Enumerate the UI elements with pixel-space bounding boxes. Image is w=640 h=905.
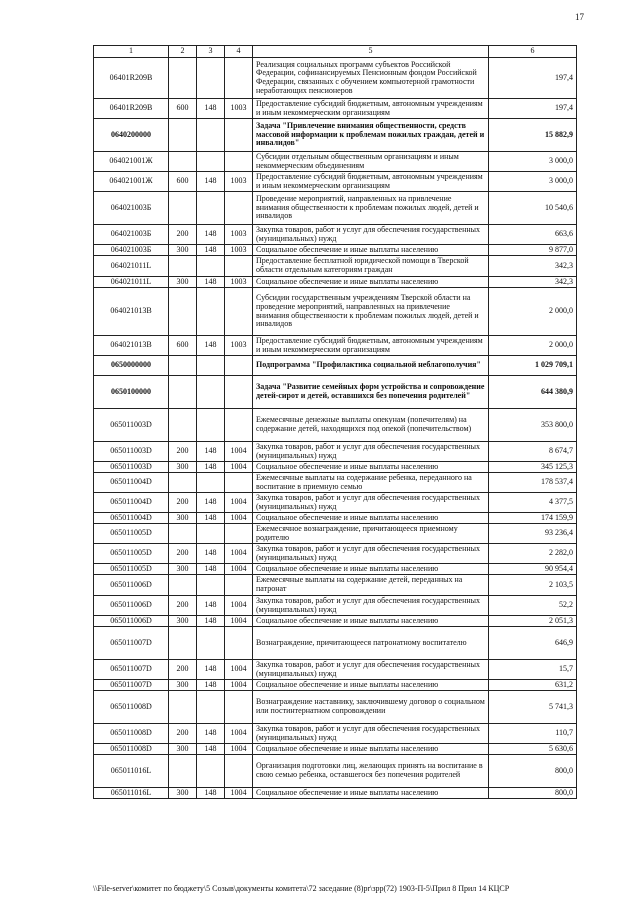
table-row	[94, 192, 577, 225]
vr-code-cell	[169, 192, 197, 225]
ved-code-cell: 148	[197, 513, 225, 524]
kcsr-code-cell: 064021013В	[94, 336, 169, 356]
section-code-cell: 1003	[225, 99, 253, 119]
description-cell: Закупка товаров, работ и услуг для обеспечения государственных (муниципальных) нужд	[253, 596, 489, 616]
amount-cell: 342,3	[489, 256, 577, 277]
table-row	[94, 277, 577, 288]
table-row	[94, 513, 577, 524]
section-code-cell: 1004	[225, 462, 253, 473]
kcsr-code-cell: 065011003D	[94, 462, 169, 473]
description-cell: Подпрограмма "Профилактика социальной неблагополучия"	[253, 356, 489, 376]
ved-code-cell: 148	[197, 277, 225, 288]
budget-table	[93, 45, 577, 799]
table-row	[94, 245, 577, 256]
vr-code-cell: 300	[169, 564, 197, 575]
ved-code-cell	[197, 755, 225, 788]
table-row	[94, 225, 577, 245]
table-row	[94, 473, 577, 493]
description-cell: Предоставление субсидий бюджетным, автономным учреждениям и иным некоммерческим организациям	[253, 99, 489, 119]
vr-code-cell: 200	[169, 493, 197, 513]
table-row	[94, 172, 577, 192]
table-row	[94, 544, 577, 564]
vr-code-cell: 600	[169, 336, 197, 356]
page-number: 17	[575, 12, 584, 22]
table-row	[94, 788, 577, 799]
vr-code-cell: 300	[169, 277, 197, 288]
table-row	[94, 596, 577, 616]
ved-code-cell	[197, 256, 225, 277]
section-code-cell: 1004	[225, 660, 253, 680]
kcsr-code-cell: 065011003D	[94, 442, 169, 462]
ved-code-cell	[197, 356, 225, 376]
ved-code-cell: 148	[197, 660, 225, 680]
kcsr-code-cell: 064021011L	[94, 256, 169, 277]
amount-cell: 4 377,5	[489, 493, 577, 513]
vr-code-cell: 300	[169, 462, 197, 473]
section-code-cell	[225, 376, 253, 409]
description-cell: Закупка товаров, работ и услуг для обеспечения государственных (муниципальных) нужд	[253, 724, 489, 744]
description-cell: Вознаграждение, причитающееся патронатному воспитателю	[253, 627, 489, 660]
section-code-cell	[225, 192, 253, 225]
table-row	[94, 691, 577, 724]
description-cell: Ежемесячное вознаграждение, причитающееся приемному родителю	[253, 524, 489, 544]
amount-cell: 110,7	[489, 724, 577, 744]
description-cell: Вознаграждение наставнику, заключившему договор о социальном или постинтернатном сопровождении	[253, 691, 489, 724]
vr-code-cell	[169, 691, 197, 724]
ved-code-cell: 148	[197, 336, 225, 356]
amount-cell: 15,7	[489, 660, 577, 680]
table-row	[94, 680, 577, 691]
vr-code-cell	[169, 524, 197, 544]
ved-code-cell: 148	[197, 596, 225, 616]
table-row	[94, 755, 577, 788]
table-row	[94, 409, 577, 442]
kcsr-code-cell: 065011004D	[94, 493, 169, 513]
amount-cell: 644 380,9	[489, 376, 577, 409]
table-row	[94, 356, 577, 376]
kcsr-code-cell: 065011005D	[94, 544, 169, 564]
kcsr-code-cell: 065011006D	[94, 596, 169, 616]
vr-code-cell	[169, 575, 197, 596]
ved-code-cell: 148	[197, 616, 225, 627]
amount-cell: 174 159,9	[489, 513, 577, 524]
kcsr-code-cell: 065011008D	[94, 691, 169, 724]
amount-cell: 2 282,0	[489, 544, 577, 564]
description-cell: Закупка товаров, работ и услуг для обеспечения государственных (муниципальных) нужд	[253, 660, 489, 680]
ved-code-cell	[197, 58, 225, 99]
amount-cell: 342,3	[489, 277, 577, 288]
amount-cell: 52,2	[489, 596, 577, 616]
kcsr-code-cell: 065011005D	[94, 524, 169, 544]
kcsr-code-cell: 065011016L	[94, 788, 169, 799]
section-code-cell	[225, 152, 253, 172]
kcsr-code-cell: 064021003Б	[94, 192, 169, 225]
section-code-cell	[225, 409, 253, 442]
description-cell: Задача "Привлечение внимания общественности, средств массовой информации к проблемам пожилых граждан, детей и инвалидов"	[253, 119, 489, 152]
table-row	[94, 119, 577, 152]
table-row	[94, 564, 577, 575]
description-cell: Предоставление субсидий бюджетным, автономным учреждениям и иным некоммерческим организациям	[253, 336, 489, 356]
file-path-footer: \\File-server\комитет по бюджету\5 Созыв\документы комитета\72 заседание (8)pr\зрр(72) 1903-П-5\Прил 8 Прил 14 КЦСР	[93, 884, 510, 893]
section-code-cell: 1004	[225, 493, 253, 513]
amount-cell: 10 540,6	[489, 192, 577, 225]
vr-code-cell	[169, 288, 197, 336]
amount-cell: 197,4	[489, 99, 577, 119]
section-code-cell	[225, 575, 253, 596]
vr-code-cell: 600	[169, 99, 197, 119]
section-code-cell: 1004	[225, 616, 253, 627]
vr-code-cell	[169, 473, 197, 493]
kcsr-code-cell: 065011004D	[94, 513, 169, 524]
ved-code-cell: 148	[197, 788, 225, 799]
amount-cell: 8 674,7	[489, 442, 577, 462]
ved-code-cell: 148	[197, 462, 225, 473]
section-code-cell	[225, 119, 253, 152]
column-header: 5	[253, 46, 489, 58]
section-code-cell: 1004	[225, 513, 253, 524]
table-row	[94, 660, 577, 680]
kcsr-code-cell: 064021001Ж	[94, 172, 169, 192]
vr-code-cell	[169, 376, 197, 409]
ved-code-cell: 148	[197, 493, 225, 513]
amount-cell: 2 103,5	[489, 575, 577, 596]
table-row	[94, 152, 577, 172]
ved-code-cell	[197, 409, 225, 442]
vr-code-cell	[169, 119, 197, 152]
vr-code-cell	[169, 356, 197, 376]
kcsr-code-cell: 06401R209B	[94, 58, 169, 99]
description-cell: Закупка товаров, работ и услуг для обеспечения государственных (муниципальных) нужд	[253, 225, 489, 245]
section-code-cell: 1003	[225, 172, 253, 192]
vr-code-cell: 200	[169, 442, 197, 462]
section-code-cell	[225, 356, 253, 376]
vr-code-cell	[169, 152, 197, 172]
section-code-cell	[225, 627, 253, 660]
vr-code-cell: 300	[169, 616, 197, 627]
kcsr-code-cell: 065011016L	[94, 755, 169, 788]
kcsr-code-cell: 065011007D	[94, 627, 169, 660]
section-code-cell	[225, 58, 253, 99]
kcsr-code-cell: 064021011L	[94, 277, 169, 288]
vr-code-cell	[169, 755, 197, 788]
description-cell: Социальное обеспечение и иные выплаты населению	[253, 744, 489, 755]
amount-cell: 345 125,3	[489, 462, 577, 473]
vr-code-cell: 200	[169, 544, 197, 564]
amount-cell: 5 741,3	[489, 691, 577, 724]
section-code-cell: 1004	[225, 564, 253, 575]
amount-cell: 663,6	[489, 225, 577, 245]
vr-code-cell	[169, 627, 197, 660]
amount-cell: 3 000,0	[489, 172, 577, 192]
table-row	[94, 376, 577, 409]
vr-code-cell: 200	[169, 724, 197, 744]
ved-code-cell: 148	[197, 172, 225, 192]
ved-code-cell	[197, 288, 225, 336]
table-row	[94, 442, 577, 462]
ved-code-cell: 148	[197, 99, 225, 119]
vr-code-cell	[169, 58, 197, 99]
ved-code-cell: 148	[197, 744, 225, 755]
table-row	[94, 744, 577, 755]
kcsr-code-cell: 064021001Ж	[94, 152, 169, 172]
column-header: 6	[489, 46, 577, 58]
section-code-cell: 1004	[225, 788, 253, 799]
section-code-cell	[225, 288, 253, 336]
ved-code-cell	[197, 376, 225, 409]
ved-code-cell	[197, 192, 225, 225]
vr-code-cell: 300	[169, 744, 197, 755]
amount-cell: 1 029 709,1	[489, 356, 577, 376]
section-code-cell: 1003	[225, 277, 253, 288]
vr-code-cell: 300	[169, 513, 197, 524]
description-cell: Закупка товаров, работ и услуг для обеспечения государственных (муниципальных) нужд	[253, 493, 489, 513]
kcsr-code-cell: 064021013В	[94, 288, 169, 336]
description-cell: Социальное обеспечение и иные выплаты населению	[253, 245, 489, 256]
section-code-cell	[225, 691, 253, 724]
amount-cell: 631,2	[489, 680, 577, 691]
ved-code-cell	[197, 152, 225, 172]
amount-cell: 800,0	[489, 788, 577, 799]
table-row	[94, 724, 577, 744]
amount-cell: 2 000,0	[489, 336, 577, 356]
amount-cell: 800,0	[489, 755, 577, 788]
kcsr-code-cell: 0650000000	[94, 356, 169, 376]
ved-code-cell	[197, 575, 225, 596]
amount-cell: 3 000,0	[489, 152, 577, 172]
vr-code-cell: 300	[169, 680, 197, 691]
ved-code-cell	[197, 524, 225, 544]
amount-cell: 90 954,4	[489, 564, 577, 575]
amount-cell: 2 051,3	[489, 616, 577, 627]
amount-cell: 9 877,0	[489, 245, 577, 256]
amount-cell: 197,4	[489, 58, 577, 99]
kcsr-code-cell: 065011007D	[94, 680, 169, 691]
section-code-cell: 1004	[225, 596, 253, 616]
kcsr-code-cell: 065011006D	[94, 575, 169, 596]
table-row	[94, 493, 577, 513]
description-cell: Социальное обеспечение и иные выплаты населению	[253, 788, 489, 799]
ved-code-cell	[197, 119, 225, 152]
kcsr-code-cell: 065011007D	[94, 660, 169, 680]
table-row	[94, 99, 577, 119]
amount-cell: 93 236,4	[489, 524, 577, 544]
ved-code-cell	[197, 691, 225, 724]
section-code-cell: 1004	[225, 544, 253, 564]
table-header-row	[94, 46, 577, 58]
kcsr-code-cell: 065011008D	[94, 744, 169, 755]
column-header: 4	[225, 46, 253, 58]
kcsr-code-cell: 064021003Б	[94, 245, 169, 256]
description-cell: Социальное обеспечение и иные выплаты населению	[253, 680, 489, 691]
section-code-cell	[225, 256, 253, 277]
table-row	[94, 336, 577, 356]
kcsr-code-cell: 065011005D	[94, 564, 169, 575]
description-cell: Ежемесячные выплаты на содержание ребенка, переданного на воспитание в приемную семью	[253, 473, 489, 493]
column-header: 3	[197, 46, 225, 58]
description-cell: Социальное обеспечение и иные выплаты населению	[253, 462, 489, 473]
table-row	[94, 627, 577, 660]
table-row	[94, 616, 577, 627]
description-cell: Реализация социальных программ субъектов Российской Федерации, софинансируемых Пенсионным фондом Российской Федерации, связанных с обучением компьютерной грамотности неработающих пенсионеров	[253, 58, 489, 99]
ved-code-cell: 148	[197, 245, 225, 256]
table-row	[94, 575, 577, 596]
amount-cell: 2 000,0	[489, 288, 577, 336]
vr-code-cell: 300	[169, 788, 197, 799]
description-cell: Организация подготовки лиц, желающих принять на воспитание в свою семью ребенка, оставшегося без попечения родителей	[253, 755, 489, 788]
column-header: 1	[94, 46, 169, 58]
table-row	[94, 524, 577, 544]
section-code-cell	[225, 524, 253, 544]
section-code-cell: 1004	[225, 744, 253, 755]
ved-code-cell: 148	[197, 724, 225, 744]
section-code-cell: 1003	[225, 245, 253, 256]
kcsr-code-cell: 065011008D	[94, 724, 169, 744]
ved-code-cell	[197, 473, 225, 493]
table-row	[94, 288, 577, 336]
description-cell: Социальное обеспечение и иные выплаты населению	[253, 616, 489, 627]
amount-cell: 15 882,9	[489, 119, 577, 152]
vr-code-cell: 200	[169, 596, 197, 616]
vr-code-cell	[169, 409, 197, 442]
vr-code-cell: 200	[169, 225, 197, 245]
kcsr-code-cell: 065011006D	[94, 616, 169, 627]
description-cell: Закупка товаров, работ и услуг для обеспечения государственных (муниципальных) нужд	[253, 442, 489, 462]
description-cell: Субсидии отдельным общественным организациям и иным некоммерческим объединениям	[253, 152, 489, 172]
ved-code-cell: 148	[197, 225, 225, 245]
vr-code-cell	[169, 256, 197, 277]
section-code-cell: 1003	[225, 336, 253, 356]
column-header: 2	[169, 46, 197, 58]
kcsr-code-cell: 065011003D	[94, 409, 169, 442]
section-code-cell: 1004	[225, 680, 253, 691]
description-cell: Закупка товаров, работ и услуг для обеспечения государственных (муниципальных) нужд	[253, 544, 489, 564]
description-cell: Проведение мероприятий, направленных на привлечение внимания общественности к проблемам пожилых людей, детей и инвалидов	[253, 192, 489, 225]
ved-code-cell: 148	[197, 564, 225, 575]
amount-cell: 178 537,4	[489, 473, 577, 493]
description-cell: Ежемесячные выплаты на содержание детей, переданных на патронат	[253, 575, 489, 596]
description-cell: Социальное обеспечение и иные выплаты населению	[253, 513, 489, 524]
section-code-cell: 1004	[225, 724, 253, 744]
vr-code-cell: 600	[169, 172, 197, 192]
amount-cell: 353 800,0	[489, 409, 577, 442]
description-cell: Предоставление бесплатной юридической помощи в Тверской области отдельным категориям граждан	[253, 256, 489, 277]
ved-code-cell: 148	[197, 544, 225, 564]
section-code-cell: 1004	[225, 442, 253, 462]
amount-cell: 5 630,6	[489, 744, 577, 755]
description-cell: Задача "Развитие семейных форм устройства и сопровождение детей-сирот и детей, оставшихся без попечения родителей"	[253, 376, 489, 409]
section-code-cell	[225, 473, 253, 493]
description-cell: Предоставление субсидий бюджетным, автономным учреждениям и иным некоммерческим организациям	[253, 172, 489, 192]
kcsr-code-cell: 06401R209B	[94, 99, 169, 119]
section-code-cell	[225, 755, 253, 788]
kcsr-code-cell: 065011004D	[94, 473, 169, 493]
description-cell: Субсидии государственным учреждениям Тверской области на проведение мероприятий, направленных на привлечение внимания общественности к проблемам пожилых людей, детей и инвалидов	[253, 288, 489, 336]
kcsr-code-cell: 064021003Б	[94, 225, 169, 245]
table-row	[94, 58, 577, 99]
description-cell: Социальное обеспечение и иные выплаты населению	[253, 564, 489, 575]
table-row	[94, 256, 577, 277]
description-cell: Социальное обеспечение и иные выплаты населению	[253, 277, 489, 288]
kcsr-code-cell: 0650100000	[94, 376, 169, 409]
ved-code-cell: 148	[197, 442, 225, 462]
description-cell: Ежемесячные денежные выплаты опекунам (попечителям) на содержание детей, находящихся под опекой (попечительством)	[253, 409, 489, 442]
section-code-cell: 1003	[225, 225, 253, 245]
ved-code-cell	[197, 627, 225, 660]
kcsr-code-cell: 0640200000	[94, 119, 169, 152]
table-row	[94, 462, 577, 473]
amount-cell: 646,9	[489, 627, 577, 660]
vr-code-cell: 200	[169, 660, 197, 680]
vr-code-cell: 300	[169, 245, 197, 256]
ved-code-cell: 148	[197, 680, 225, 691]
